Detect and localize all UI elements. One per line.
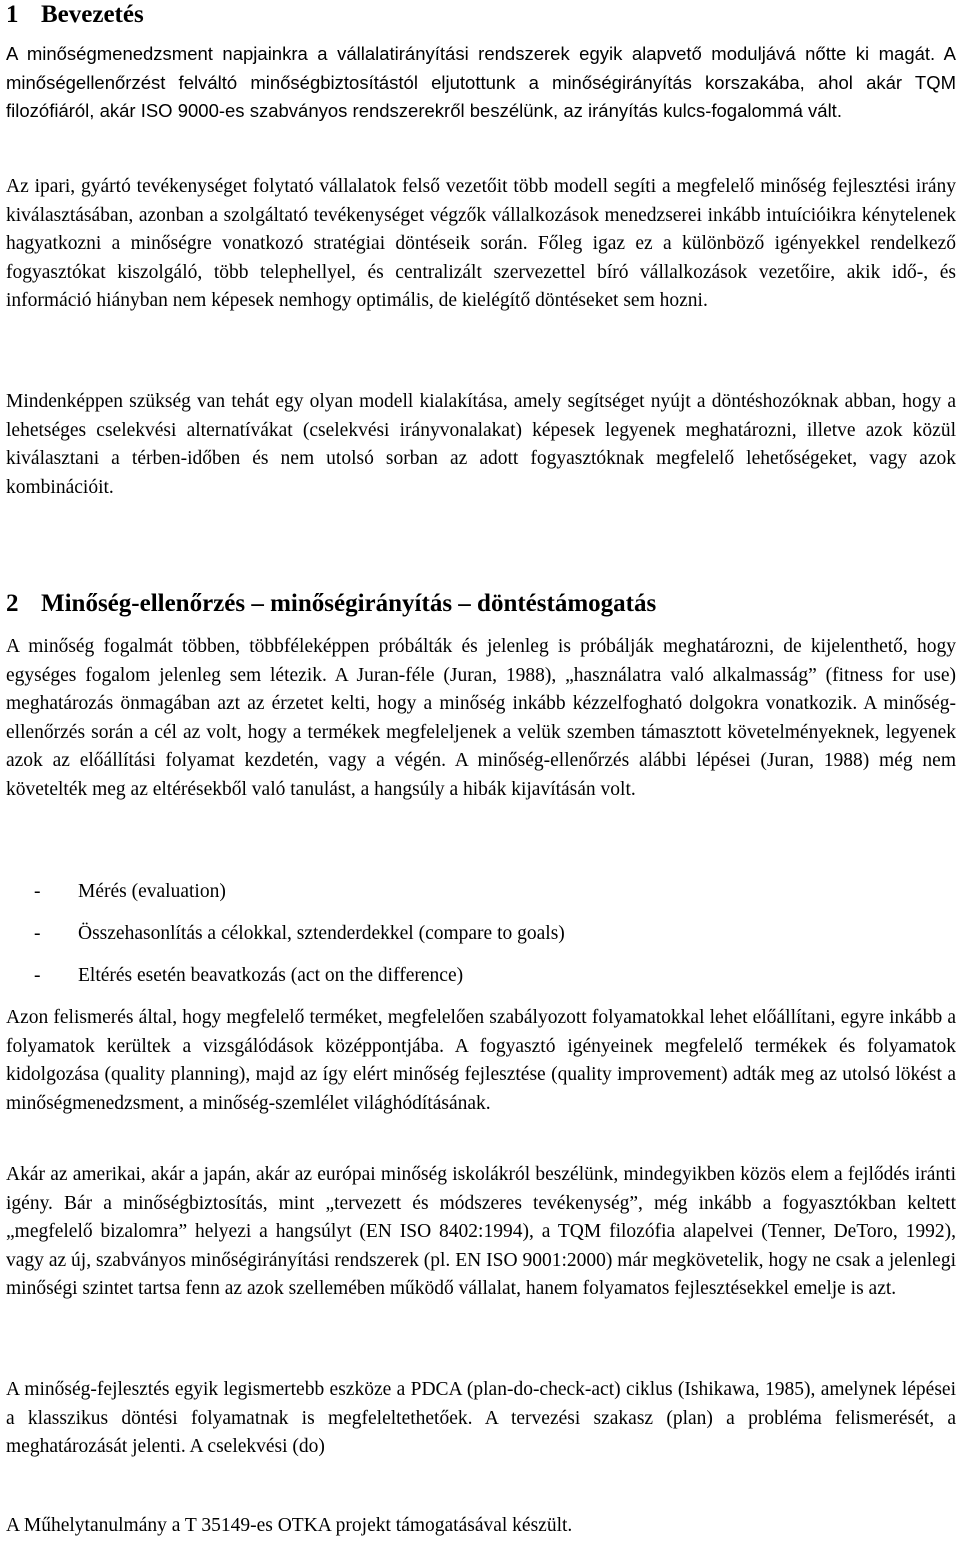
paragraph: A minőségmenedzsment napjainkra a vállalatirányítási rendszerek egyik alapvető moduljává nőtte ki magát. A minőségellenőrzést felváltó minőségbiztosítástól eljutottunk a minőségirányítás korszakába, ahol akár TQM filozófiáról, akár ISO 9000-es szabványos rendszerekről beszélünk, az irányítás kulcs-fogalommá vált. [6, 43, 956, 122]
section-number: 1 [6, 1, 19, 28]
section-number: 2 [6, 590, 19, 617]
footnote: A Műhelytanulmány a T 35149-es OTKA projekt támogatásával készült. [6, 1515, 573, 1536]
section-2-heading [6, 589, 656, 619]
paragraph: A minőség fogalmát többen, többféleképpen próbálták és jelenleg is próbálják meghatározni, de kijelenthető, hogy egységes fogalom jelenleg sem létezik. A Juran-féle (Juran, 1988), „használatra való alkalmasság” (fitness for use) meghatározás önmagában azt az érzetet kelti, hogy a minőség inkább kézzelfogható dolgokra vonatkozik. A minőség-ellenőrzés során a cél az volt, hogy a termékek megfeleljenek a velük szemben támasztott követelményeknek, legyenek azok az előállítási folyamat kezdetén, vagy a végén. A minőség-ellenőrzés alábbi lépései (Juran, 1988) még nem követelték meg az eltérésekből való tanulást, a hangsúly a hibák kijavításán volt. [6, 636, 956, 800]
list-item: - Összehasonlítás a célokkal, sztenderdekkel (compare to goals) [34, 923, 565, 944]
paragraph: Az ipari, gyártó tevékenységet folytató vállalatok felső vezetőit több modell segíti a megfelelő minőség fejlesztési irány kiválasztásában, azonban a szolgáltató tevékenységet végzők vállalkozások menedzserei inkább intuícióikra kénytelenek hagyatkozni a minőségre vonatkozó stratégiai döntéseik során. Főleg igaz ez a különböző igényekkel rendelkező fogyasztókat kiszolgáló, több telephellyel, és centralizált szervezettel bíró vállalkozások vezetőire, akik idő-, és információ hiányban nem képesek nemhogy optimális, de kielégítő döntéseket sem hozni. [6, 176, 956, 312]
paragraph: Azon felismerés által, hogy megfelelő terméket, megfelelően szabályozott folyamatokkal lehet előállítani, egyre inkább a folyamatok kerültek a vizsgálódások középpontjába. A fogyasztó igényeinek megfelelő termékek és folyamatok kidolgozása (quality planning), majd az így elért minőség fejlesztése (quality improvement) adták meg az utolsó lökést a minőségmenedzsment, a minőség-szemlélet világhódításának. [6, 1007, 956, 1114]
dash-list [6, 878, 956, 1004]
list-item: - Eltérés esetén beavatkozás (act on the difference) [34, 965, 464, 986]
section-title: Minőség-ellenőrzés – minőségirányítás – döntéstámogatás [41, 590, 657, 617]
paragraph: Akár az amerikai, akár a japán, akár az európai minőség iskolákról beszélünk, mindegyikben közös elem a fejlődés iránti igény. Bár a minőségbiztosítás, mint „tervezett és módszeres tevékenység”, még inkább a fogyasztókban keltett „megfelelő bizalomra” helyezi a hangsúlyt (EN ISO 8402:1994), a TQM filozófia alapelvei (Tenner, DeToro, 1992), vagy az új, szabványos minőségirányítási rendszerek (pl. EN ISO 9001:2000) már megkövetelik, hogy ne csak a jelenlegi minőségi szintet tartsa fenn az azok szellemében működő vállalat, hanem folyamatos fejlesztésekkel emelje is azt. [6, 1164, 956, 1300]
paragraph: A minőség-fejlesztés egyik legismertebb eszköze a PDCA (plan-do-check-act) ciklus (Ishikawa, 1985), amelynek lépései a klasszikus döntési folyamatnak is megfeleltethetőek. A tervezési szakasz (plan) a probléma felismerését, a meghatározását jelenti. A cselekvési (do) [6, 1379, 956, 1458]
section-title: Bevezetés [41, 1, 144, 28]
paragraph: Mindenképpen szükség van tehát egy olyan modell kialakítása, amely segítséget nyújt a döntéshozóknak abban, hogy a lehetséges cselekvési alternatívákat (cselekvési irányvonalakat) képesek legyenek meghatározni, illetve azok közül kiválasztani a térben-időben és nem utolsó sorban az adott fogyasztóknak megfelelő lehetőségeket, vagy azok kombinációit. [6, 391, 956, 498]
list-item: - Mérés (evaluation) [34, 881, 226, 902]
section-1-heading [6, 0, 144, 30]
